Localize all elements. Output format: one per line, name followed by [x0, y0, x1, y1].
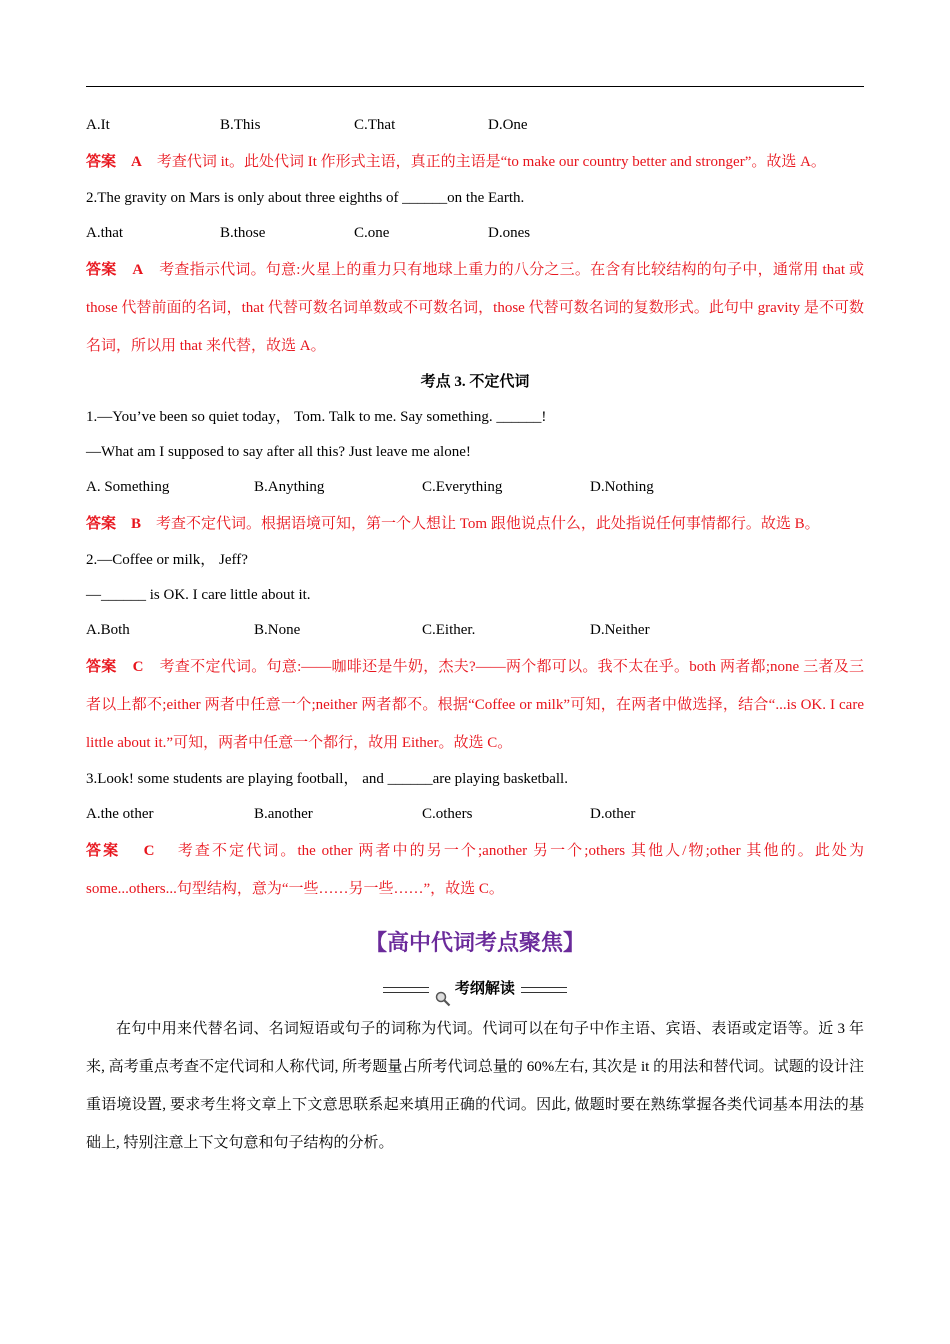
document-body: [86, 108, 864, 1162]
intro-paragraph: 在句中用来代替名词、名词短语或句子的词称为代词。代词可以在句子中作主语、宾语、表语或定语等。近 3 年来, 高考重点考查不定代词和人称代词, 所考题量占所考代词总量的 60%左右, 其次是 it 的用法和替代词。试题的设计注重语境设置, 要求考生将文章上下文意思联系起来填用正确的代词。因此, 做题时要在熟练掌握各类代词基本用法的基础上, 特别注意上下文句意和句子结构的分析。: [86, 1021, 864, 1151]
options-2-demo: [86, 216, 864, 251]
answer-prev: [86, 143, 864, 181]
answer-2: [86, 648, 864, 762]
answer-letter: C: [143, 843, 155, 859]
magnifier-icon: [435, 982, 451, 998]
question-2-demo: 2.The gravity on Mars is only about three eighths of ______on the Earth.: [86, 190, 525, 206]
option-b: B.This: [220, 117, 261, 133]
option-b: B.another: [254, 806, 313, 822]
subheading-text: 考纲解读: [454, 981, 515, 997]
option-d: D.ones: [488, 225, 531, 241]
answer-1: [86, 505, 864, 543]
answer-label: 答案: [86, 516, 117, 532]
question-1-line1: 1.—You’ve been so quiet today， Tom. Talk to me. Say something. ______!: [86, 409, 547, 425]
options-1: [86, 470, 864, 505]
answer-letter: A: [132, 262, 144, 278]
answer-letter: C: [132, 659, 144, 675]
question-2-line2: —______ is OK. I care little about it.: [86, 587, 311, 603]
header-rule: [86, 86, 864, 87]
chapter-heading: 【高中代词考点聚焦】: [364, 931, 585, 956]
option-c: C.Either.: [422, 622, 476, 638]
answer-explanation: 考查不定代词。the other 两者中的另一个;another 另一个;others 其他人/物;other 其他的。此处为 some...others...句型结构，意为“一些……另一些……”，故选 C。: [86, 843, 865, 897]
option-c: C.one: [354, 225, 390, 241]
option-a: A. Something: [86, 479, 170, 495]
answer-letter: B: [131, 516, 142, 532]
answer-explanation: 考查指示代词。句意:火星上的重力只有地球上重力的八分之三。在含有比较结构的句子中，通常用 that 或 those 代替前面的名词，that 代替可数名词单数或不可数名词，those 代替可数名词的复数形式。此句中 gravity 是不可数名词，所以用 that 来代替，故选 A。: [86, 262, 865, 354]
option-b: B.Anything: [254, 479, 325, 495]
divider-left: [383, 987, 429, 993]
options-prev: [86, 108, 864, 143]
answer-label: 答案: [86, 262, 117, 278]
option-a: A.that: [86, 225, 124, 241]
answer-2-demo: [86, 251, 864, 365]
option-b: B.those: [220, 225, 266, 241]
option-d: D.Neither: [590, 622, 650, 638]
option-d: D.other: [590, 806, 636, 822]
answer-explanation: 考查不定代词。句意:——咖啡还是牛奶，杰夫?——两个都可以。我不太在乎。both 两者都;none 三者及三者以上都不;either 两者中任意一个;neither 两者都不。根据“Coffee or milk”可知，在两者中做选择，结合“...is OK. I care little about it.”可知，两者中任意一个都行，故用 Either。故选 C。: [86, 659, 864, 751]
answer-label: 答案: [86, 843, 121, 859]
option-d: D.One: [488, 117, 528, 133]
option-c: C.That: [354, 117, 396, 133]
answer-explanation: 考查代词 it。此处代词 It 作形式主语，真正的主语是“to make our country better and stronger”。故选 A。: [156, 154, 826, 170]
options-2: [86, 613, 864, 648]
section-title: 考点 3. 不定代词: [420, 374, 530, 390]
option-b: B.None: [254, 622, 301, 638]
answer-label: 答案: [86, 154, 117, 170]
option-a: A.the other: [86, 806, 154, 822]
answer-3: [86, 832, 864, 908]
divider-right: [521, 987, 567, 993]
option-c: C.others: [422, 806, 473, 822]
question-1-line2: —What am I supposed to say after all this? Just leave me alone!: [86, 444, 471, 460]
options-3: [86, 797, 864, 832]
option-d: D.Nothing: [590, 479, 654, 495]
question-2-line1: 2.—Coffee or milk， Jeff?: [86, 552, 248, 568]
answer-label: 答案: [86, 659, 117, 675]
option-c: C.Everything: [422, 479, 503, 495]
subheading: [86, 968, 864, 1010]
question-3-line1: 3.Look! some students are playing football， and ______are playing basketball.: [86, 771, 568, 787]
answer-explanation: 考查不定代词。根据语境可知，第一个人想让 Tom 跟他说点什么，此处指说任何事情都行。故选 B。: [156, 516, 820, 532]
answer-letter: A: [131, 154, 142, 170]
option-a: A.Both: [86, 622, 130, 638]
option-a: A.It: [86, 117, 110, 133]
